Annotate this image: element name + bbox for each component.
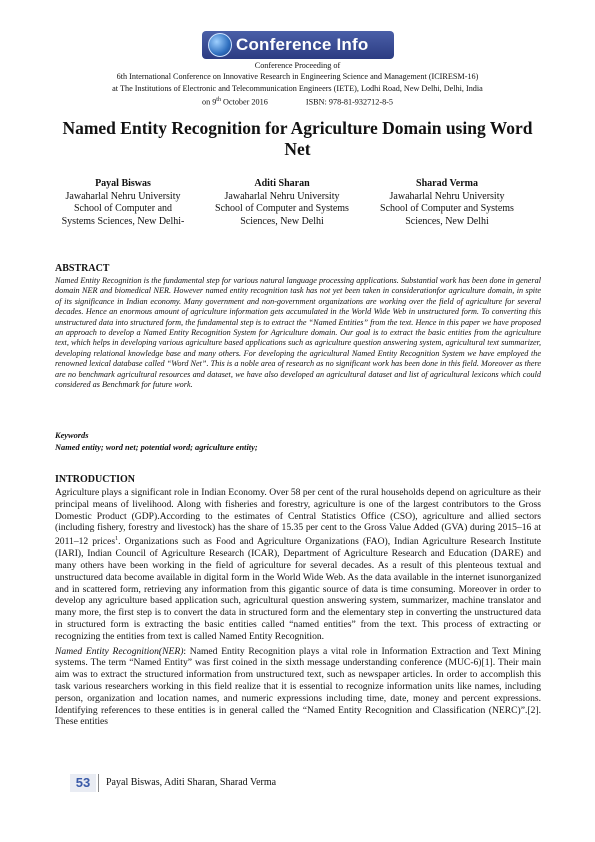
author-block <box>197 178 367 228</box>
paragraph-text: : Named Entity Recognition plays a vital role in Information Extraction and Text Mining systems. The term “Named Entity” was first coined in the sixth message understanding conference (MUC-6)[1]. Their main aim was to extract the structured information from unstructured text, such as newspaper articles. In order to accomplish this task various researchers working in this field realize that it is essential to recognize information units like names, including person, organization and location names, and numeric expressions including time, date, money and percent expressions. Identifying references to these entities is in general called the “Named Entity Recognition and Classification (NERC)”.[2]. These entities <box>55 645 541 728</box>
paragraph <box>55 646 541 729</box>
venue-line: at The Institutions of Electronic and Telecommunication Engineers (IETE), Lodhi Road, New Delhi, Delhi, India <box>112 84 483 93</box>
author-block <box>362 178 532 228</box>
author-affiliation: Sciences, New Delhi <box>240 215 324 227</box>
date-sup: th <box>216 97 221 103</box>
introduction-body <box>55 487 541 731</box>
paragraph <box>55 487 541 643</box>
author-name: Aditi Sharan <box>254 178 310 189</box>
introduction-heading: INTRODUCTION <box>55 474 136 485</box>
author-affiliation: Sciences, New Delhi <box>405 215 489 227</box>
abstract-heading: ABSTRACT <box>55 263 110 274</box>
paper-title: Named Entity Recognition for Agriculture Domain using Word Net <box>62 118 533 159</box>
author-name: Payal Biswas <box>95 178 151 189</box>
date-isbn-line <box>0 95 595 108</box>
author-affiliation: Jawaharlal Nehru University <box>389 190 505 202</box>
keywords-heading: Keywords <box>55 431 89 440</box>
author-affiliation: Jawaharlal Nehru University <box>224 190 340 202</box>
date-post: October 2016 <box>220 97 268 107</box>
author-affiliation: Jawaharlal Nehru University <box>65 190 181 202</box>
paragraph-text: . Organizations such as Food and Agriculture Organizations (FAO), Indian Agriculture Research Institute (IARI), Indian Council of Agriculture Research (ICAR), Department of Agriculture Research and Education (DARE) and many others have been working in the field of agriculture for several decades. As a result of this plenteous textual and unstructured data become available in digital form in the World Wide Web. As the data available in the internet isunorganized and in scattered form, retrieving any information from this gigantic source of data is time consuming. Moreover in order to develop any agriculture based application such, agricultural question answering system, summarizer, machine translator and many more, the first step is to convert the data in structured form and the elementary step in converting the unstructured data in structured form is extracting the basic entities called “named entities” from the text. This process of extracting or recognizing the entities from text is called Named Entity Recognition. <box>55 536 541 642</box>
conference-info-logo <box>202 31 394 59</box>
author-affiliation: School of Computer and Systems <box>215 203 349 214</box>
abstract-text: Named Entity Recognition is the fundamental step for various natural language processing applications. Substantial work has been done in general domain NER and biomedical NER. However named entity recognition task has not yet been taken in considerationfor agriculture domain, in spite of its significance in Indian economy. Many government and non-government organizations are working over the field of agriculture for several decades. Hence an enormous amount of agriculture information gets accumulated in the World Wide Web in unstructured form. To converting this unstructured data into structured form, the fundamental step is to extract the “Named Entities” from the text. Hence in this paper we have proposed an approach to develop a Named Entity Recognition System for Agriculture domain. Our goal is to extract the basic entities from the agriculture text, which helps in developing various agriculture based applications such as agriculture question answering system, agricultural text summarizer, developing relational knowledge base and many others. For developing the agricultural Named Entity Recognition System we have employed the renowned lexical database called “Word Net”. This is a noble area of research as no significant work has been done in this field. Moreover as there are no benchmark agricultural resources and dataset, we have also developed an agricultural dataset and list of agricultural lexicons which could considered as Benchmark for future work. <box>55 276 541 390</box>
logo-text: Conference Info <box>236 35 369 54</box>
proceeding-line-1: Conference Proceeding of <box>254 61 341 70</box>
author-block <box>43 178 203 228</box>
footer-divider <box>98 774 99 792</box>
author-affiliation: School of Computer and Systems <box>380 203 514 214</box>
keywords-text: Named entity; word net; potential word; agriculture entity; <box>55 443 258 452</box>
date-pre: on 9 <box>201 97 217 107</box>
globe-icon <box>208 33 232 57</box>
author-name: Sharad Verma <box>416 178 478 189</box>
footnote-marker: 1 <box>115 536 119 543</box>
conference-name: 6th International Conference on Innovative Research in Engineering Science and Management (ICIRESM-16) <box>116 72 479 81</box>
footer-authors: Payal Biswas, Aditi Sharan, Sharad Verma <box>106 777 277 788</box>
paragraph-lead: Named Entity Recognition(NER) <box>55 645 184 657</box>
isbn: ISBN: 978-81-932712-8-5 <box>305 97 394 107</box>
page-number: 53 <box>70 774 96 792</box>
author-affiliation: Systems Sciences, New Delhi- <box>61 215 185 227</box>
author-affiliation: School of Computer and <box>73 203 173 214</box>
paragraph-text: Agriculture plays a significant role in Indian Economy. Over 58 per cent of the rural households depend on agriculture as their principal means of livelihood. Along with fisheries and forestry, agriculture is one of the largest contributors to the Gross Domestic Product (GDP).According to the estimates of Central Statistics Office (CSO), agriculture and allied sectors (including fishery, forestry and livestock) has the share of 15.35 per cent to the Gross Value Added (GVA) during 2015–16 at 2011–12 prices <box>55 487 541 548</box>
